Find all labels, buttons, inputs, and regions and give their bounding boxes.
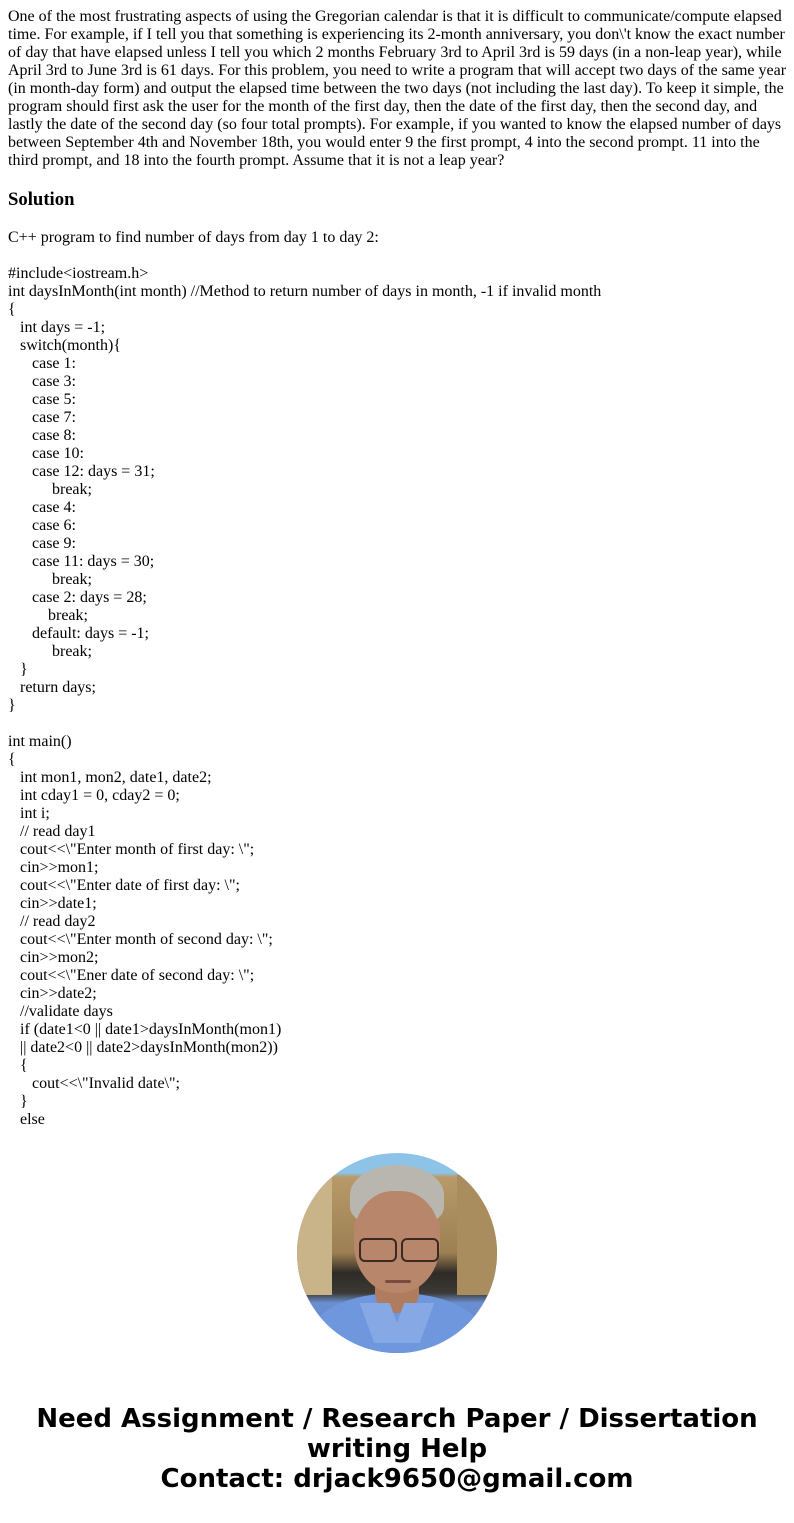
code-line: int mon1, mon2, date1, date2; (8, 769, 212, 786)
code-line: break; (8, 643, 92, 660)
avatar-photo (297, 1153, 497, 1353)
code-line: case 2: days = 28; (8, 589, 147, 606)
question-text: One of the most frustrating aspects of using the Gregorian calendar is that it is difficult to communicate/compute elapsed time. For example, if I tell you that something is experiencing its 2-month anniversary, you don\'t know the exact number of day that have elapsed unless I tell you which 2 months February 3rd to April 3rd is 59 days (in a non-leap year), while April 3rd to June 3rd is 61 days. For this problem, you need to write a program that will accept two days of the same year (in month-day form) and output the elapsed time between the two days (not including the last day). To keep it simple, the program should first ask the user for the month of the first day, then the date of the first day, then the second day, and lastly the date of the second day (so four total prompts). For example, if you wanted to know the elapsed number of days between September 4th and November 18th, you would enter 9 the first prompt, 4 into the second prompt. 11 into the third prompt, and 18 into the fourth prompt. Assume that it is not a leap year? (8, 8, 787, 169)
code-line: if (date1<0 || date1>daysInMonth(mon1) (8, 1021, 282, 1038)
promo-line-2: writing Help (306, 1434, 488, 1464)
code-line: int main() (8, 733, 72, 750)
document-body (8, 8, 788, 1129)
code-line: || date2<0 || date2>daysInMonth(mon2)) (8, 1039, 278, 1056)
code-line: case 6: (8, 517, 76, 534)
code-line: case 7: (8, 409, 76, 426)
code-line: } (8, 1093, 28, 1110)
code-line: case 10: (8, 445, 84, 462)
code-line: cout<<\"Enter date of first day: \"; (8, 877, 240, 894)
solution-intro: C++ program to find number of days from day 1 to day 2: (8, 229, 379, 246)
code-line: case 9: (8, 535, 76, 552)
code-line: int daysInMonth(int month) //Method to return number of days in month, -1 if invalid month (8, 283, 602, 300)
code-line: int days = -1; (8, 319, 106, 336)
code-line: // read day1 (8, 823, 96, 840)
code-line: cin>>mon1; (8, 859, 99, 876)
code-line: // read day2 (8, 913, 96, 930)
code-line: cout<<\"Ener date of second day: \"; (8, 967, 255, 984)
promo-banner (0, 1404, 794, 1494)
code-line: { (8, 301, 16, 318)
code-line: default: days = -1; (8, 625, 149, 642)
code-line: else (8, 1111, 45, 1128)
code-line (8, 715, 788, 733)
code-block (8, 265, 788, 1129)
author-avatar (297, 1153, 497, 1353)
code-line: cin>>date1; (8, 895, 97, 912)
code-line: case 8: (8, 427, 76, 444)
code-line: } (8, 661, 28, 678)
code-line: case 4: (8, 499, 76, 516)
code-line: return days; (8, 679, 96, 696)
code-line: break; (8, 571, 92, 588)
code-line: cout<<\"Invalid date\"; (8, 1075, 180, 1092)
code-line: case 5: (8, 391, 76, 408)
code-line: case 1: (8, 355, 76, 372)
code-line: #include<iostream.h> (8, 265, 149, 282)
code-line: { (8, 751, 16, 768)
code-line: cin>>mon2; (8, 949, 99, 966)
code-line: break; (8, 481, 92, 498)
code-line: //validate days (8, 1003, 113, 1020)
code-line: cout<<\"Enter month of first day: \"; (8, 841, 255, 858)
code-line: case 12: days = 31; (8, 463, 155, 480)
code-line: } (8, 697, 16, 714)
code-line: cin>>date2; (8, 985, 97, 1002)
code-line: int cday1 = 0, cday2 = 0; (8, 787, 180, 804)
promo-contact: Contact: drjack9650@gmail.com (160, 1464, 634, 1494)
code-line: cout<<\"Enter month of second day: \"; (8, 931, 273, 948)
solution-heading: Solution (8, 189, 75, 210)
code-line: switch(month){ (8, 337, 121, 354)
code-line: case 11: days = 30; (8, 553, 155, 570)
code-line: break; (8, 607, 88, 624)
code-line: { (8, 1057, 28, 1074)
code-line: case 3: (8, 373, 76, 390)
code-line: int i; (8, 805, 50, 822)
promo-line-1: Need Assignment / Research Paper / Dissertation (36, 1404, 758, 1434)
